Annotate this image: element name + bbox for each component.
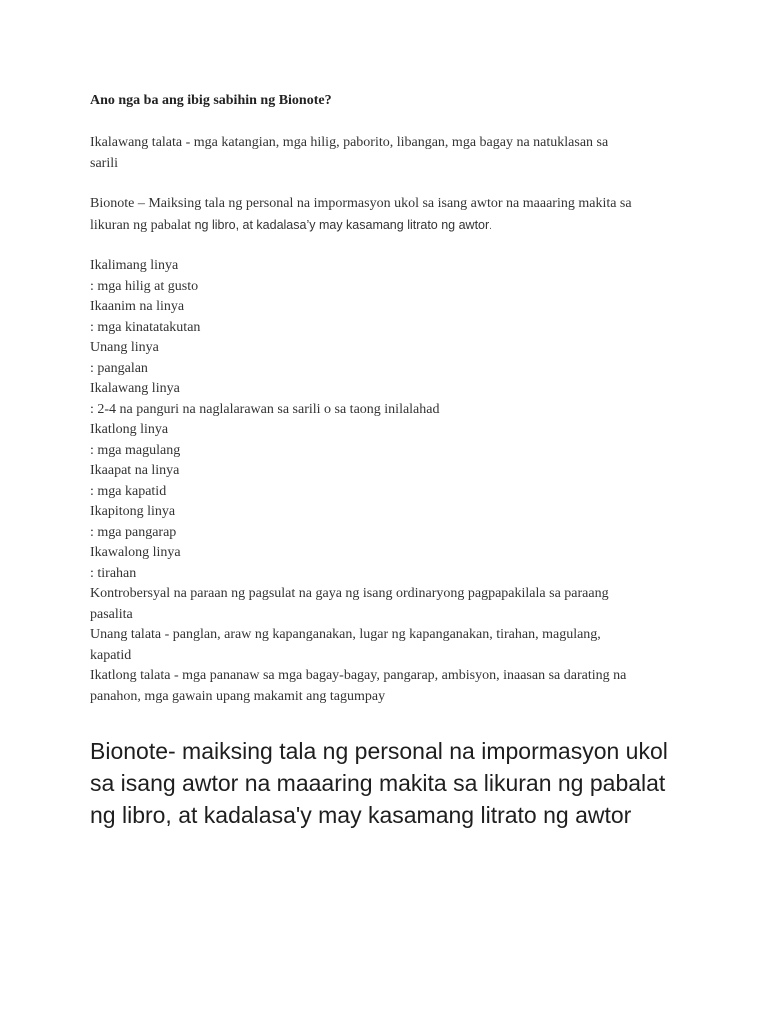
linya-label: Ikaanim na linya — [90, 299, 185, 314]
large-definition-line: sa isang awtor na maaaring makita sa likuran ng pabalat — [90, 770, 666, 796]
linya-content: : pangalan — [90, 360, 148, 376]
paragraph-line — [90, 215, 632, 236]
bionote-definition-paragraph — [90, 194, 632, 235]
linya-label: Ikatlong linya — [90, 422, 169, 437]
large-bionote-definition — [90, 735, 668, 831]
note-line: kapatid — [90, 647, 132, 663]
ikalawang-talata-paragraph — [90, 133, 608, 174]
page-heading — [90, 91, 332, 112]
linya-label: Ikaapat na linya — [90, 463, 180, 478]
definition-serif-segment: likuran ng pabalat — [90, 217, 195, 233]
note-line: pasalita — [90, 606, 133, 622]
linya-label: Ikalimang linya — [90, 258, 179, 273]
paragraph-line: Bionote – Maiksing tala ng personal na impormasyon ukol sa isang awtor na maaaring makita sa — [90, 196, 632, 211]
linya-label: Ikapitong linya — [90, 504, 176, 519]
linya-content: : mga kinatatakutan — [90, 319, 201, 335]
linya-content: : 2-4 na panguri na naglalarawan sa sarili o sa taong inilalahad — [90, 401, 440, 417]
linya-label: Ikawalong linya — [90, 545, 181, 560]
linya-list — [90, 256, 626, 707]
linya-content: : mga kapatid — [90, 483, 167, 499]
linya-content: : mga magulang — [90, 442, 181, 458]
linya-content: : tirahan — [90, 565, 137, 581]
heading-text: Ano nga ba ang ibig sabihin ng Bionote? — [90, 93, 332, 108]
paragraph-line: Ikalawang talata - mga katangian, mga hilig, paborito, libangan, mga bagay na natuklasan sa — [90, 135, 609, 150]
note-line: panahon, mga gawain upang makamit ang tagumpay — [90, 688, 386, 704]
linya-label: Ikalawang linya — [90, 381, 180, 396]
paragraph-line: sarili — [90, 155, 118, 171]
linya-label: Unang linya — [90, 340, 159, 355]
note-line: Kontrobersyal na paraan ng pagsulat na gaya ng isang ordinaryong pagpapakilala sa paraang — [90, 586, 609, 601]
definition-sans-segment: ng libro, at kadalasa’y may kasamang litrato ng awtor — [194, 217, 490, 232]
note-line: Ikatlong talata - mga pananaw sa mga bagay-bagay, pangarap, ambisyon, inaasan sa darating na — [90, 668, 627, 683]
linya-content: : mga hilig at gusto — [90, 278, 199, 294]
large-definition-line: ng libro, at kadalasa'y may kasamang litrato ng awtor — [90, 802, 632, 828]
large-definition-line: Bionote- maiksing tala ng personal na impormasyon ukol — [90, 738, 668, 764]
linya-content: : mga pangarap — [90, 524, 177, 540]
note-line: Unang talata - panglan, araw ng kapanganakan, lugar ng kapanganakan, tirahan, magulang, — [90, 627, 601, 642]
definition-period: . — [489, 220, 492, 232]
